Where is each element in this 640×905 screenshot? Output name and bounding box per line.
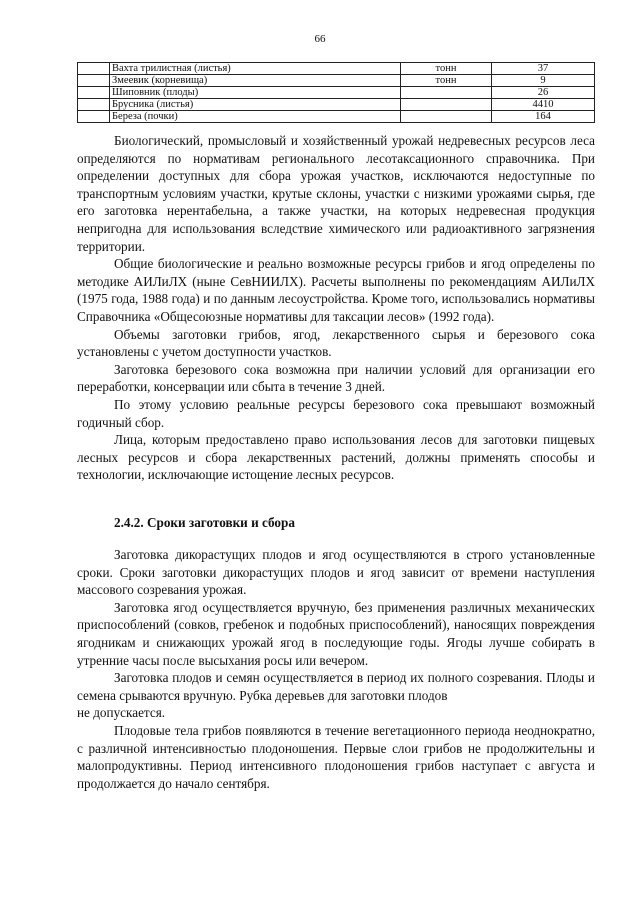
table-cell-unit	[401, 87, 492, 99]
table-cell-unit: тонн	[401, 63, 492, 75]
paragraph: Заготовка дикорастущих плодов и ягод осуществляются в строго установленные сроки. Сроки заготовки дикорастущих плодов и ягод зависит от времени наступления массового созревания урожая.	[77, 547, 595, 598]
paragraph: Заготовка березового сока возможна при наличии условий для организации его переработки, консервации или сбыта в течение 3 дней.	[77, 361, 595, 395]
table-row	[78, 99, 595, 111]
resources-table	[77, 62, 595, 123]
table-cell-name: Береза (почки)	[110, 111, 401, 123]
page-number: 66	[314, 33, 326, 45]
body-text	[77, 132, 595, 484]
paragraph: Биологический, промысловый и хозяйственный урожай недревесных ресурсов леса определяются по нормативам регионального лесотаксационного справочника. При определении доступных для сбора урожая участков, исключаются недоступные по транспортным условиям участки, крутые склоны, участки с низкими урожаями сырья, где его заготовка нерентабельна, а также участки, на которых недревесная продукция непригодна для использования вследствие химического или радиоактивного загрязнения территории.	[77, 133, 595, 254]
table-cell-value: 4410	[492, 99, 595, 111]
paragraph: Общие биологические и реально возможные ресурсы грибов и ягод определены по методике АИЛиЛХ (ныне СевНИИЛХ). Расчеты выполнены по рекомендациям АИЛиЛХ (1975 года, 1988 года) и по данным лесоустройства. Кроме того, использовались нормативы Справочника «Общесоюзные нормативы для таксации лесов» (1992 года).	[77, 256, 595, 324]
table-cell-unit: тонн	[401, 75, 492, 87]
table-cell-name: Брусника (листья)	[110, 99, 401, 111]
table-cell-value: 26	[492, 87, 595, 99]
table-cell-unit	[401, 99, 492, 111]
table-cell-value: 9	[492, 75, 595, 87]
table-row	[78, 87, 595, 99]
table-cell-num	[78, 87, 110, 99]
table-cell-num	[78, 75, 110, 87]
section-heading: 2.4.2. Сроки заготовки и сбора	[114, 515, 295, 530]
table-cell-unit	[401, 111, 492, 123]
paragraph-continuation: не допускается.	[77, 705, 166, 721]
table-cell-num	[78, 111, 110, 123]
paragraph: Объемы заготовки грибов, ягод, лекарственного сырья и березового сока установлены с учетом доступности участков.	[77, 326, 595, 360]
section-body-text	[77, 546, 595, 792]
table-row	[78, 63, 595, 75]
paragraph: Заготовка плодов и семян осуществляется в период их полного созревания. Плоды и семена срываются вручную. Рубка деревьев для заготовки плодов	[77, 670, 595, 703]
table-cell-name: Змеевик (корневища)	[110, 75, 401, 87]
table-cell-num	[78, 63, 110, 75]
table-row	[78, 75, 595, 87]
paragraph: Заготовка ягод осуществляется вручную, без применения различных механических приспособлений (совков, гребенок и подобных приспособлений), наносящих повреждения ягодникам и снижающих урожай ягод в последующие годы. Ягоды лучше собирать в утренние часы после высыхания росы или вечером.	[77, 599, 595, 668]
paragraph: Лица, которым предоставлено право использования лесов для заготовки пищевых лесных ресурсов и сбора лекарственных растений, должны применять способы и технологии, исключающие истощение лесных ресурсов.	[77, 432, 595, 483]
table-cell-value: 164	[492, 111, 595, 123]
table-cell-num	[78, 99, 110, 111]
table-cell-value: 37	[492, 63, 595, 75]
paragraph: По этому условию реальные ресурсы березового сока превышают возможный годичный сбор.	[77, 396, 595, 430]
paragraph: Плодовые тела грибов появляются в течение вегетационного периода неоднократно, с различной интенсивностью плодоношения. Первые слои грибов не продолжительны и малопродуктивны. Период интенсивного плодоношения грибов наступает с августа и продолжается до начало сентября.	[77, 722, 595, 791]
table-cell-name: Шиповник (плоды)	[110, 87, 401, 99]
table-row	[78, 111, 595, 123]
table-cell-name: Вахта трилистная (листья)	[110, 63, 401, 75]
